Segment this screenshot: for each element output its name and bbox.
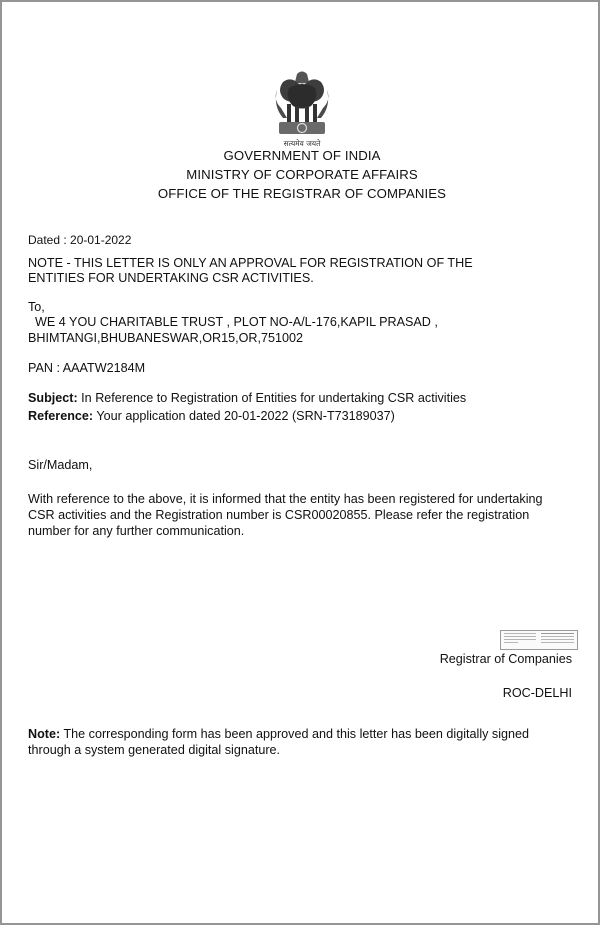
header-office: OFFICE OF THE REGISTRAR OF COMPANIES — [157, 186, 447, 201]
note-bottom-line-1 — [28, 726, 529, 742]
note-top-line-2: ENTITIES FOR UNDERTAKING CSR ACTIVITIES. — [28, 271, 314, 285]
note-bottom-line-2: through a system generated digital signature. — [28, 743, 281, 757]
motto-text: सत्यमेव जयते — [283, 139, 321, 148]
reference-label: Reference: — [28, 409, 94, 423]
reference-line — [28, 408, 395, 424]
address-line-2: BHIMTANGI,BHUBANESWAR,OR15,OR,751002 — [28, 331, 304, 345]
reference-text: Your application dated 20-01-2022 (SRN-T73189037) — [93, 409, 395, 423]
note-bottom-label: Note: — [28, 727, 61, 741]
body-line-1: With reference to the above, it is informed that the entity has been registered for undertaking — [28, 492, 543, 506]
header-government: GOVERNMENT OF INDIA — [223, 148, 381, 163]
dated-text: Dated : 20-01-2022 — [28, 233, 132, 247]
header-ministry: MINISTRY OF CORPORATE AFFAIRS — [186, 167, 418, 182]
to-text: To, — [28, 300, 45, 314]
address-line-1: WE 4 YOU CHARITABLE TRUST , PLOT NO-A/L-176,KAPIL PRASAD , — [28, 315, 438, 329]
digital-signature-stamp — [500, 630, 578, 650]
note-bottom-text: The corresponding form has been approved and this letter has been digitally signed — [60, 727, 530, 741]
national-emblem-icon — [267, 68, 337, 150]
subject-text: In Reference to Registration of Entities for undertaking CSR activities — [77, 391, 467, 405]
signatory-office: ROC-DELHI — [502, 686, 572, 700]
note-top-line-1: NOTE - THIS LETTER IS ONLY AN APPROVAL FOR REGISTRATION OF THE — [28, 256, 473, 270]
body-line-2: CSR activities and the Registration number is CSR00020855. Please refer the registration — [28, 508, 530, 522]
pan-text: PAN : AAATW2184M — [28, 361, 146, 375]
body-line-3: number for any further communication. — [28, 524, 245, 538]
signatory-title: Registrar of Companies — [439, 652, 572, 666]
subject-label: Subject: — [28, 391, 78, 405]
salutation-text: Sir/Madam, — [28, 458, 93, 472]
subject-line — [28, 390, 466, 406]
